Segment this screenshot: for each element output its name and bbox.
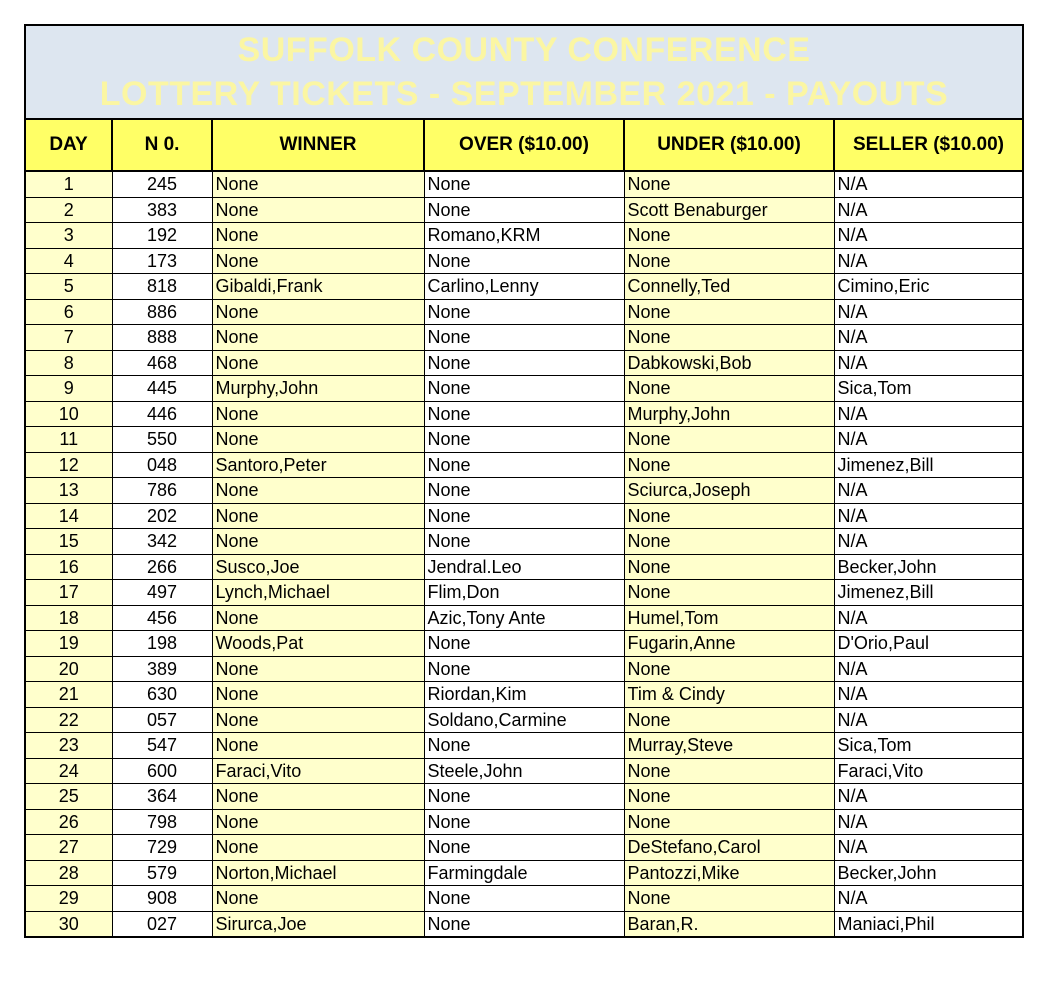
table-row: [26, 682, 1022, 708]
cell-under: Scott Benaburger: [624, 197, 834, 223]
cell-day: 12: [26, 452, 112, 478]
cell-number: 579: [112, 860, 212, 886]
cell-over: Riordan,Kim: [424, 682, 624, 708]
cell-over: None: [424, 656, 624, 682]
cell-number: 383: [112, 197, 212, 223]
cell-over: Farmingdale: [424, 860, 624, 886]
cell-number: 342: [112, 529, 212, 555]
cell-over: None: [424, 376, 624, 402]
cell-winner: None: [212, 401, 424, 427]
table-row: [26, 580, 1022, 606]
cell-day: 1: [26, 171, 112, 197]
cell-seller: N/A: [834, 478, 1022, 504]
cell-winner: None: [212, 248, 424, 274]
table-row: [26, 886, 1022, 912]
table-row: [26, 656, 1022, 682]
cell-number: 445: [112, 376, 212, 402]
cell-number: 446: [112, 401, 212, 427]
cell-number: 198: [112, 631, 212, 657]
cell-over: None: [424, 248, 624, 274]
cell-winner: Susco,Joe: [212, 554, 424, 580]
cell-number: 192: [112, 223, 212, 249]
cell-over: None: [424, 427, 624, 453]
table-row: [26, 758, 1022, 784]
table-row: [26, 452, 1022, 478]
cell-winner: Norton,Michael: [212, 860, 424, 886]
cell-under: Murray,Steve: [624, 733, 834, 759]
cell-day: 15: [26, 529, 112, 555]
cell-over: None: [424, 171, 624, 197]
cell-number: 547: [112, 733, 212, 759]
cell-seller: N/A: [834, 529, 1022, 555]
cell-seller: Cimino,Eric: [834, 274, 1022, 300]
table-row: [26, 325, 1022, 351]
cell-day: 21: [26, 682, 112, 708]
cell-under: None: [624, 299, 834, 325]
cell-under: Pantozzi,Mike: [624, 860, 834, 886]
cell-under: None: [624, 427, 834, 453]
cell-winner: None: [212, 733, 424, 759]
cell-under: None: [624, 223, 834, 249]
table-row: [26, 911, 1022, 936]
cell-number: 600: [112, 758, 212, 784]
table-row: [26, 197, 1022, 223]
cell-day: 13: [26, 478, 112, 504]
cell-under: None: [624, 886, 834, 912]
table-row: [26, 835, 1022, 861]
table-row: [26, 784, 1022, 810]
cell-seller: N/A: [834, 682, 1022, 708]
cell-day: 25: [26, 784, 112, 810]
cell-day: 23: [26, 733, 112, 759]
cell-over: None: [424, 325, 624, 351]
table-row: [26, 733, 1022, 759]
cell-day: 11: [26, 427, 112, 453]
cell-day: 16: [26, 554, 112, 580]
cell-number: 497: [112, 580, 212, 606]
table-row: [26, 401, 1022, 427]
cell-seller: N/A: [834, 248, 1022, 274]
cell-number: 202: [112, 503, 212, 529]
cell-number: 798: [112, 809, 212, 835]
cell-number: 908: [112, 886, 212, 912]
cell-under: DeStefano,Carol: [624, 835, 834, 861]
cell-number: 729: [112, 835, 212, 861]
header-row: [26, 120, 1022, 171]
cell-number: 364: [112, 784, 212, 810]
table-row: [26, 631, 1022, 657]
cell-seller: N/A: [834, 299, 1022, 325]
cell-winner: Woods,Pat: [212, 631, 424, 657]
cell-day: 5: [26, 274, 112, 300]
cell-over: Jendral.Leo: [424, 554, 624, 580]
cell-winner: None: [212, 784, 424, 810]
cell-seller: N/A: [834, 503, 1022, 529]
cell-under: None: [624, 656, 834, 682]
cell-seller: N/A: [834, 784, 1022, 810]
cell-seller: N/A: [834, 325, 1022, 351]
cell-under: None: [624, 248, 834, 274]
cell-winner: Faraci,Vito: [212, 758, 424, 784]
cell-number: 027: [112, 911, 212, 936]
cell-seller: D'Orio,Paul: [834, 631, 1022, 657]
cell-under: Connelly,Ted: [624, 274, 834, 300]
cell-number: 786: [112, 478, 212, 504]
cell-winner: Lynch,Michael: [212, 580, 424, 606]
header-day: DAY: [26, 120, 112, 171]
cell-winner: None: [212, 427, 424, 453]
table-body: [26, 171, 1022, 936]
table-row: [26, 274, 1022, 300]
cell-number: 886: [112, 299, 212, 325]
cell-winner: None: [212, 503, 424, 529]
cell-over: None: [424, 478, 624, 504]
cell-day: 3: [26, 223, 112, 249]
table-row: [26, 478, 1022, 504]
table-row: [26, 809, 1022, 835]
header-seller: SELLER ($10.00): [834, 120, 1022, 171]
cell-day: 10: [26, 401, 112, 427]
cell-number: 048: [112, 452, 212, 478]
cell-winner: Murphy,John: [212, 376, 424, 402]
cell-winner: None: [212, 478, 424, 504]
cell-over: None: [424, 631, 624, 657]
cell-day: 22: [26, 707, 112, 733]
cell-number: 266: [112, 554, 212, 580]
cell-under: None: [624, 784, 834, 810]
cell-seller: N/A: [834, 197, 1022, 223]
cell-over: None: [424, 835, 624, 861]
cell-day: 7: [26, 325, 112, 351]
table-row: [26, 350, 1022, 376]
payouts-table: [26, 120, 1022, 936]
cell-winner: None: [212, 299, 424, 325]
cell-number: 057: [112, 707, 212, 733]
cell-seller: Becker,John: [834, 554, 1022, 580]
cell-seller: Sica,Tom: [834, 376, 1022, 402]
cell-seller: N/A: [834, 605, 1022, 631]
cell-over: None: [424, 299, 624, 325]
cell-day: 29: [26, 886, 112, 912]
cell-under: None: [624, 529, 834, 555]
cell-under: None: [624, 554, 834, 580]
cell-seller: Jimenez,Bill: [834, 452, 1022, 478]
cell-under: Murphy,John: [624, 401, 834, 427]
cell-day: 27: [26, 835, 112, 861]
cell-day: 6: [26, 299, 112, 325]
cell-over: None: [424, 733, 624, 759]
table-row: [26, 707, 1022, 733]
table-row: [26, 529, 1022, 555]
cell-day: 2: [26, 197, 112, 223]
cell-seller: N/A: [834, 350, 1022, 376]
cell-number: 630: [112, 682, 212, 708]
table-row: [26, 427, 1022, 453]
cell-under: None: [624, 809, 834, 835]
cell-over: Soldano,Carmine: [424, 707, 624, 733]
cell-under: None: [624, 376, 834, 402]
lottery-payouts-sheet: [24, 24, 1024, 938]
cell-winner: Gibaldi,Frank: [212, 274, 424, 300]
cell-winner: None: [212, 197, 424, 223]
cell-number: 456: [112, 605, 212, 631]
cell-seller: N/A: [834, 707, 1022, 733]
cell-under: Sciurca,Joseph: [624, 478, 834, 504]
cell-day: 9: [26, 376, 112, 402]
table-row: [26, 248, 1022, 274]
cell-over: Romano,KRM: [424, 223, 624, 249]
cell-under: None: [624, 325, 834, 351]
cell-number: 888: [112, 325, 212, 351]
cell-over: None: [424, 350, 624, 376]
table-row: [26, 860, 1022, 886]
cell-over: None: [424, 197, 624, 223]
cell-seller: N/A: [834, 171, 1022, 197]
table-row: [26, 223, 1022, 249]
cell-over: Azic,Tony Ante: [424, 605, 624, 631]
header-no: N 0.: [112, 120, 212, 171]
cell-winner: None: [212, 682, 424, 708]
cell-under: Baran,R.: [624, 911, 834, 936]
cell-over: Flim,Don: [424, 580, 624, 606]
cell-over: None: [424, 401, 624, 427]
cell-seller: N/A: [834, 809, 1022, 835]
cell-number: 818: [112, 274, 212, 300]
cell-under: None: [624, 452, 834, 478]
cell-seller: Becker,John: [834, 860, 1022, 886]
cell-seller: N/A: [834, 835, 1022, 861]
cell-under: Fugarin,Anne: [624, 631, 834, 657]
cell-day: 19: [26, 631, 112, 657]
cell-day: 8: [26, 350, 112, 376]
cell-under: None: [624, 707, 834, 733]
cell-over: Carlino,Lenny: [424, 274, 624, 300]
cell-seller: N/A: [834, 656, 1022, 682]
cell-day: 17: [26, 580, 112, 606]
cell-under: Tim & Cindy: [624, 682, 834, 708]
cell-winner: None: [212, 809, 424, 835]
cell-over: None: [424, 452, 624, 478]
cell-number: 389: [112, 656, 212, 682]
cell-over: None: [424, 529, 624, 555]
cell-day: 4: [26, 248, 112, 274]
cell-seller: Faraci,Vito: [834, 758, 1022, 784]
cell-seller: Jimenez,Bill: [834, 580, 1022, 606]
cell-winner: None: [212, 325, 424, 351]
table-row: [26, 299, 1022, 325]
title-line-2: LOTTERY TICKETS - SEPTEMBER 2021 - PAYOUTS: [99, 75, 949, 113]
cell-winner: Santoro,Peter: [212, 452, 424, 478]
cell-under: None: [624, 580, 834, 606]
cell-day: 14: [26, 503, 112, 529]
cell-seller: N/A: [834, 223, 1022, 249]
cell-day: 20: [26, 656, 112, 682]
cell-day: 24: [26, 758, 112, 784]
table-row: [26, 503, 1022, 529]
cell-day: 18: [26, 605, 112, 631]
cell-over: None: [424, 784, 624, 810]
cell-over: None: [424, 911, 624, 936]
title-block: [26, 26, 1022, 120]
cell-under: None: [624, 758, 834, 784]
cell-winner: None: [212, 886, 424, 912]
cell-over: None: [424, 503, 624, 529]
cell-winner: Sirurca,Joe: [212, 911, 424, 936]
cell-seller: N/A: [834, 886, 1022, 912]
table-row: [26, 171, 1022, 197]
cell-winner: None: [212, 529, 424, 555]
table-row: [26, 376, 1022, 402]
table-row: [26, 554, 1022, 580]
header-winner: WINNER: [212, 120, 424, 171]
cell-seller: N/A: [834, 401, 1022, 427]
title-line-1: SUFFOLK COUNTY CONFERENCE: [237, 31, 811, 69]
cell-day: 26: [26, 809, 112, 835]
cell-winner: None: [212, 605, 424, 631]
header-under: UNDER ($10.00): [624, 120, 834, 171]
cell-number: 245: [112, 171, 212, 197]
cell-number: 550: [112, 427, 212, 453]
cell-over: None: [424, 886, 624, 912]
header-over: OVER ($10.00): [424, 120, 624, 171]
cell-number: 468: [112, 350, 212, 376]
cell-day: 30: [26, 911, 112, 936]
cell-winner: None: [212, 350, 424, 376]
cell-winner: None: [212, 223, 424, 249]
cell-under: None: [624, 171, 834, 197]
cell-winner: None: [212, 707, 424, 733]
cell-winner: None: [212, 656, 424, 682]
cell-day: 28: [26, 860, 112, 886]
cell-winner: None: [212, 171, 424, 197]
cell-number: 173: [112, 248, 212, 274]
cell-over: None: [424, 809, 624, 835]
cell-seller: N/A: [834, 427, 1022, 453]
cell-under: Humel,Tom: [624, 605, 834, 631]
cell-seller: Sica,Tom: [834, 733, 1022, 759]
table-row: [26, 605, 1022, 631]
cell-winner: None: [212, 835, 424, 861]
cell-under: None: [624, 503, 834, 529]
cell-under: Dabkowski,Bob: [624, 350, 834, 376]
cell-over: Steele,John: [424, 758, 624, 784]
cell-seller: Maniaci,Phil: [834, 911, 1022, 936]
